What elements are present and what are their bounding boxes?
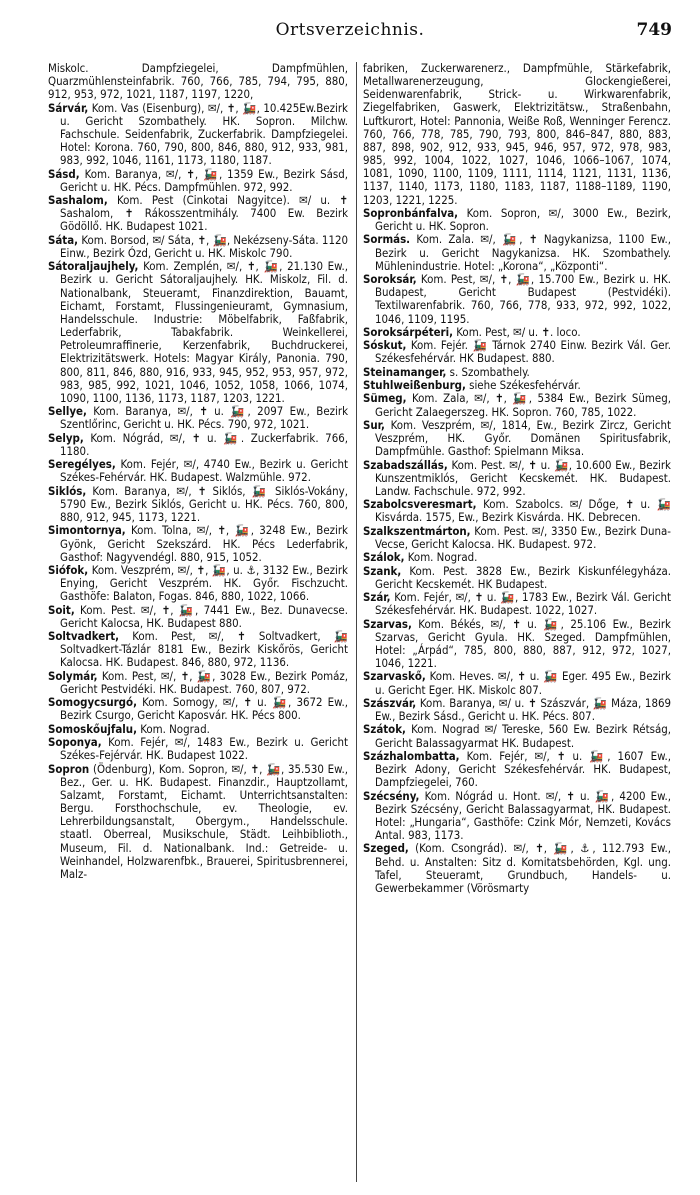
entry-text: Kom. Pest (Cinkotai Nagyitce). ✉/ u. ✝ Sashalom, ✝ Rákosszentmihály. 7400 Ew. Bezirk Gödöllő. HK. Budapest 1021.: [60, 193, 348, 234]
place-name: Sur,: [363, 417, 385, 432]
gazetteer-entry: [48, 260, 348, 405]
gazetteer-entry: [363, 525, 671, 551]
gazetteer-entry: [363, 62, 671, 207]
gazetteer-entry: [363, 618, 671, 671]
entry-text: Kom. Fejér, ✉/, ✝ u. 🚂, 1783 Ew., Bezirk Vál. Gericht Székesfehérvár. HK. Budapest. 1022, 1027.: [375, 590, 671, 618]
gazetteer-entry: [363, 459, 671, 498]
place-name: Somoskőujfalu,: [48, 721, 137, 736]
entry-text: Kom. Zala, ✉/, ✝, 🚂, 5384 Ew., Bezirk Sümeg, Gericht Zalaegerszeg. HK. Sopron. 760, 785, 1022.: [375, 391, 671, 419]
right-column: [363, 62, 671, 895]
gazetteer-entry: [48, 696, 348, 722]
entry-text: Kom. Fejér, ✉/, 1483 Ew., Bezirk u. Gericht Székes-Fejérvár. HK. Budapest 1022.: [60, 735, 348, 763]
entry-text: Kom. Borsod, ✉/ Sáta, ✝, 🚂, Nekézseny-Sáta. 1120 Einw., Bezirk Ózd, Gericht u. HK. Miskolc 790.: [60, 232, 348, 260]
place-name: Szarvas,: [363, 616, 412, 631]
place-name: Sashalom,: [48, 193, 108, 208]
entry-text: Kom. Pest. 3828 Ew., Bezirk Kiskunfélegyháza. Gericht Kecskemét. HK Budapest.: [375, 563, 671, 591]
gazetteer-entry: [363, 670, 671, 696]
entry-text: Kom. Zemplén, ✉/, ✝, 🚂, 21.130 Ew., Bezirk u. Gericht Sátoraljaujhely. HK. Miskolz, Fil. d. Nationalbank, Steueramt, Finanzdirektion, Bauamt, Eichamt, Forstamt, Flussingenieuramt, Gymnasium, Handelsschule. Industrie: Möbelfabrik, Faßfabrik, Lederfabrik, Tabakfabrik. Weinkellerei, Petroleumraffinerie, Kerzenfabrik, Buchdruckerei, Elektrizitätswerk. Hotels: Magyar Király, Panonia. 790, 800, 811, 846, 880, 916, 933, 945, 952, 953, 957, 972, 983, 985, 992, 1021, 1046, 1052, 1058, 1066, 1074, 1090, 1100, 1136, 1173, 1187, 1203, 1221.: [60, 259, 348, 405]
gazetteer-entry: [48, 630, 348, 669]
entry-text: Kom. Baranya, ✉/ u. ✝ Szászvár, 🚂 Máza, 1869 Ew., Bezirk Sásd., Gericht u. HK. Pécs. 807.: [375, 695, 671, 724]
entry-text: Kom. Vas (Eisenburg), ✉/, ✝, 🚂, 10.425Ew.Bezirk u. Gericht Szombathely. HK. Sopron. Milchw. Fachschule. Seidenfabrik, Zuckerfabrik. Dampfziegelei. Hotel: Korona. 760, 790, 800, 846, 880, 912, 933, 981, 983, 992, 1046, 1161, 1173, 1180, 1187.: [60, 100, 348, 168]
entry-text: Kom. Pest, ✉/, ✝, 🚂, 15.700 Ew., Bezirk u. HK. Budapest, Gericht Budapest (Pestvidéki). Textilwarenfabrik. 760, 766, 778, 933, 972, 992, 1022, 1046, 1109, 1195.: [375, 272, 671, 326]
entry-text: Kom. Pest, ✉/ u. ✝. loco.: [453, 324, 581, 339]
entry-text: Kom. Zala. ✉/, 🚂, ✝ Nagykanizsa, 1100 Ew., Bezirk u. Gericht Nagykanizsa. HK. Szombathely. Mühlenindustrie. Hotel: „Korona“, „Központi“.: [375, 232, 671, 273]
entry-text: Kom. Baranya, ✉/, ✝ u. 🚂, 2097 Ew., Bezirk Szentlőrinc, Gericht u. HK. Pécs. 790, 972, 1021.: [60, 404, 348, 432]
place-name: Sáta,: [48, 232, 79, 247]
gazetteer-entry: [48, 736, 348, 762]
entry-text: Kom. Heves. ✉/, ✝ u. 🚂 Eger. 495 Ew., Bezirk u. Gericht Eger. HK. Miskolc 807.: [375, 669, 671, 697]
place-name: Somogycsurgó,: [48, 695, 137, 710]
place-name: Steinamanger,: [363, 364, 447, 379]
place-name: Szalkszentmárton,: [363, 523, 471, 538]
gazetteer-entry: [48, 763, 348, 881]
gazetteer-entry: [363, 498, 671, 524]
place-name: Soroksár,: [363, 272, 417, 287]
gazetteer-entry: [363, 697, 671, 723]
gazetteer-entry: [48, 405, 348, 431]
place-name: Sopronbánfalva,: [363, 205, 459, 220]
gazetteer-entry: [48, 234, 348, 260]
entry-text: Kom. Somogy, ✉/, ✝ u. 🚂, 3672 Ew., Bezirk Csurgo, Gericht Kaposvár. HK. Pécs 800.: [60, 695, 348, 723]
place-name: Sopron: [48, 761, 90, 776]
place-name: Siófok,: [48, 563, 89, 577]
gazetteer-entry: [363, 419, 671, 458]
gazetteer-entry: [363, 392, 671, 418]
gazetteer-entry: [363, 273, 671, 326]
entry-text: Kom. Fejér. 🚂 Tárnok 2740 Einw. Bezirk Vál. Ger. Székesfehérvár. HK Budapest. 880.: [375, 338, 671, 366]
gazetteer-entry: [48, 524, 348, 563]
gazetteer-entry: [48, 458, 348, 484]
entry-text: Kom. Pest. ✉/, ✝ u. 🚂, 10.600 Ew., Bezirk Kunszentmiklós, Gericht Kecskemét. HK. Budapest. Landw. Fachschule. 972, 992.: [375, 457, 671, 498]
gazetteer-entry: [363, 842, 671, 895]
place-name: Sellye,: [48, 404, 87, 419]
entry-text: Kom. Nógrád u. Hont. ✉/, ✝ u. 🚂, 4200 Ew., Bezirk Szécsény, Gericht Balassagyarmat, HK. Budapest. Hotel: „Hungaria“, Gasthöfe: Czink Mór, Nemzeti, Kovács Antal. 983, 1173.: [375, 788, 671, 842]
place-name: Simontornya,: [48, 523, 126, 538]
left-column: [48, 62, 348, 881]
entry-text: Kom. Fejér, ✉/, 4740 Ew., Bezirk u. Gericht Székes-Fehérvár. HK. Budapest. Walzmühle. 972.: [60, 457, 348, 485]
entry-text: Kom. Tolna, ✉/, ✝, 🚂, 3248 Ew., Bezirk Gyönk, Gericht Szekszárd. HK. Pécs Lederfabrik, Gasthof: Nagyvendégl. 880, 915, 1052.: [60, 523, 348, 564]
place-name: Szécsény,: [363, 788, 420, 803]
gazetteer-entry: [363, 339, 671, 365]
gazetteer-entry: [363, 366, 671, 379]
place-name: Seregélyes,: [48, 457, 116, 472]
place-name: Stuhlweißenburg,: [363, 378, 466, 393]
place-name: Sárvár,: [48, 100, 89, 115]
gazetteer-entry: [363, 233, 671, 272]
gazetteer-entry: [363, 591, 671, 617]
entry-text: (Ödenburg), Kom. Sopron, ✉/, ✝, 🚂, 35.530 Ew., Bez., Ger. u. HK. Budapest. Finanzdir., Hauptzollamt, Salzamt, Forstamt, Eichamt. Unterrichtsanstalten: Bergu. Forsthochschule, ev. Theologie, ev. Lehrerbildungsanstalt, Obergym., Handelsschule. staatl. Oberreal, Musikschule, Städt. Leihbiblioth., Museum, Fil. d. Nationalbank. Ind.: Getreide- u. Weinhandel, Holzwarenfbk., Brauerei, Spiritusbrennerei, Malz-: [60, 761, 348, 881]
entry-text: (Kom. Csongrád). ✉/, ✝, 🚂, ⚓, 112.793 Ew., Behd. u. Anstalten: Sitz d. Komitatsbehörden, Kgl. ung. Tafel, Steueramt, Grundbuch, Handels- u. Gewerbekammer (Vörösmarty: [375, 841, 671, 895]
place-name: Soponya,: [48, 735, 102, 750]
place-name: Szabolcsveresmart,: [363, 497, 477, 512]
gazetteer-entry: [48, 62, 348, 101]
entry-text: siehe Székesfehérvár.: [465, 378, 581, 393]
entry-text: Kom. Pest. ✉/, ✝, 🚂, 7441 Ew., Bez. Dunavecse. Gericht Kalocsa, HK. Budapest 880.: [60, 602, 348, 630]
entry-text: Kom. Baranya, ✉/, ✝, 🚂, 1359 Ew., Bezirk Sásd, Gericht u. HK. Pécs. Dampfmühlen. 972, 992.: [60, 166, 348, 194]
place-name: Szátok,: [363, 722, 406, 737]
gazetteer-entry: [48, 723, 348, 736]
place-name: Selyp,: [48, 430, 84, 445]
place-name: Siklós,: [48, 483, 87, 498]
entry-text: Kom. Fejér, ✉/, ✝ u. 🚂, 1607 Ew., Bezirk Adony, Gericht Székesfehérvár. HK. Budapest, Dampfziegelei, 760.: [375, 748, 671, 790]
entry-text: Kom. Sopron, ✉/, 3000 Ew., Bezirk, Gericht u. HK. Sopron.: [375, 205, 671, 234]
page-title: Ortsverzeichnis.: [275, 20, 425, 40]
place-name: Sóskut,: [363, 338, 407, 353]
gazetteer-entry: [48, 564, 348, 603]
place-name: Szeged,: [363, 841, 409, 856]
gazetteer-entry: [363, 379, 671, 392]
place-name: Sásd,: [48, 166, 80, 181]
gazetteer-entry: [48, 194, 348, 233]
entry-text: Kom. Nograd ✉/ Tereske, 560 Ew. Bezirk Rétság, Gericht Balassagyarmat HK. Budapest.: [375, 722, 671, 750]
entry-text: Kom. Nograd.: [404, 550, 478, 565]
entry-text: Kom. Pest, ✉/, ✝ Soltvadkert, 🚂 Soltvadkert-Tázlár 8181 Ew., Bezirk Kiskőrös, Gericht Kalocsa. HK. Budapest. 846, 880, 972, 1136.: [60, 629, 348, 670]
gazetteer-entry: [363, 750, 671, 789]
gazetteer-entry: [363, 326, 671, 339]
place-name: Sátoraljaujhely,: [48, 259, 139, 274]
gazetteer-entry: [363, 790, 671, 843]
place-name: Sümeg,: [363, 391, 407, 406]
page-header: [0, 20, 700, 50]
place-name: Szabadszállás,: [363, 457, 448, 472]
gazetteer-entry: [48, 670, 348, 696]
place-name: Soit,: [48, 602, 75, 617]
place-name: Szank,: [363, 563, 402, 578]
place-name: Százhalombatta,: [363, 748, 460, 763]
place-name: Solymár,: [48, 668, 98, 683]
gazetteer-entry: [48, 485, 348, 524]
gazetteer-entry: [363, 565, 671, 591]
gazetteer-entry: [48, 102, 348, 168]
entry-text: Kom. Pest, ✉/, ✝, 🚂, 3028 Ew., Bezirk Pomáz, Gericht Pestvidéki. HK. Budapest. 760, 807, 972.: [60, 668, 348, 696]
entry-text: s. Szombathely.: [446, 364, 530, 379]
place-name: Szár,: [363, 590, 391, 605]
gazetteer-entry: [363, 551, 671, 564]
column-divider: [356, 62, 357, 1182]
entry-text: Kom. Szabolcs. ✉/ Dőge, ✝ u. 🚂 Kisvárda. 1575, Ew., Bezirk Kisvárda. HK. Debrecen.: [375, 497, 671, 525]
place-name: Soroksárpéteri,: [363, 324, 454, 339]
place-name: Soltvadkert,: [48, 629, 120, 644]
gazetteer-entry: [48, 604, 348, 630]
gazetteer-entry: [48, 168, 348, 194]
page-number: 749: [636, 20, 672, 40]
entry-text: Kom. Baranya, ✉/, ✝ Siklós, 🚂 Siklós-Vokány, 5790 Ew., Bezirk Siklós, Gericht u. HK. Pécs. 760, 800, 880, 912, 945, 1173, 1221.: [60, 483, 348, 524]
place-name: Szarvaskő,: [363, 669, 426, 684]
entry-text: fabriken, Zuckerwarenerz., Dampfmühle, Stärkefabrik, Metallwarenerzeugung, Glockengießerei, Seidenwarenfabrik, Strick- u. Wirkwarenfabrik, Ziegelfabriken, Gaswerk, Elektrizitätsw., Straßenbahn, Luftkurort, Hotel: Pannonia, Weiße Roß, Wenninger Ferencz. 760, 766, 778, 785, 790, 793, 800, 846–847, 880, 883, 887, 898, 902, 912, 933, 945, 946, 957, 972, 978, 983, 985, 992, 1004, 1022, 1027, 1046, 1066–1067, 1074, 1081, 1090, 1100, 1109, 1111, 1114, 1121, 1131, 1136, 1137, 1140, 1173, 1180, 1183, 1187, 1188–1189, 1190, 1203, 1221, 1225.: [363, 61, 671, 207]
entry-text: Kom. Veszprém, ✉/, ✝, 🚂, u. ⚓, 3132 Ew., Bezirk Enying, Gericht Veszprém. HK. Győr. Fischzucht. Gasthöfe: Balaton, Fogas. 846, 880, 1022, 1066.: [60, 563, 348, 604]
gazetteer-entry: [363, 723, 671, 749]
entry-text: Kom. Pest. ✉/, 3350 Ew., Bezirk Duna-Vecse, Gericht Kalocsa. HK. Budapest. 972.: [375, 523, 671, 551]
gazetteer-entry: [48, 432, 348, 458]
entry-text: Miskolc. Dampfziegelei, Dampfmühlen, Quarzmühlensteinfabrik. 760, 766, 785, 794, 795, 880, 912, 953, 972, 1021, 1187, 1197, 1220,: [48, 61, 348, 102]
place-name: Szálok,: [363, 550, 405, 565]
gazetteer-entry: [363, 207, 671, 233]
place-name: Szászvár,: [363, 695, 417, 710]
entry-text: Kom. Nógrád, ✉/, ✝ u. 🚂. Zuckerfabrik. 766, 1180.: [60, 430, 348, 458]
entry-text: Kom. Nograd.: [136, 721, 210, 736]
place-name: Sormás.: [363, 232, 411, 247]
entry-text: Kom. Veszprém, ✉/, 1814, Ew., Bezirk Zircz, Gericht Veszprém, HK. Győr. Domänen Spiritusfabrik, Dampfmühle. Gasthof: Spielmann Miksa.: [375, 417, 671, 459]
entry-text: Kom. Békés, ✉/, ✝ u. 🚂, 25.106 Ew., Bezirk Szarvas, Gericht Gyula. HK. Szeged. Dampfmühlen, Hotel: „Árpád“, 785, 800, 880, 887, 912, 972, 1027, 1046, 1221.: [375, 616, 671, 671]
